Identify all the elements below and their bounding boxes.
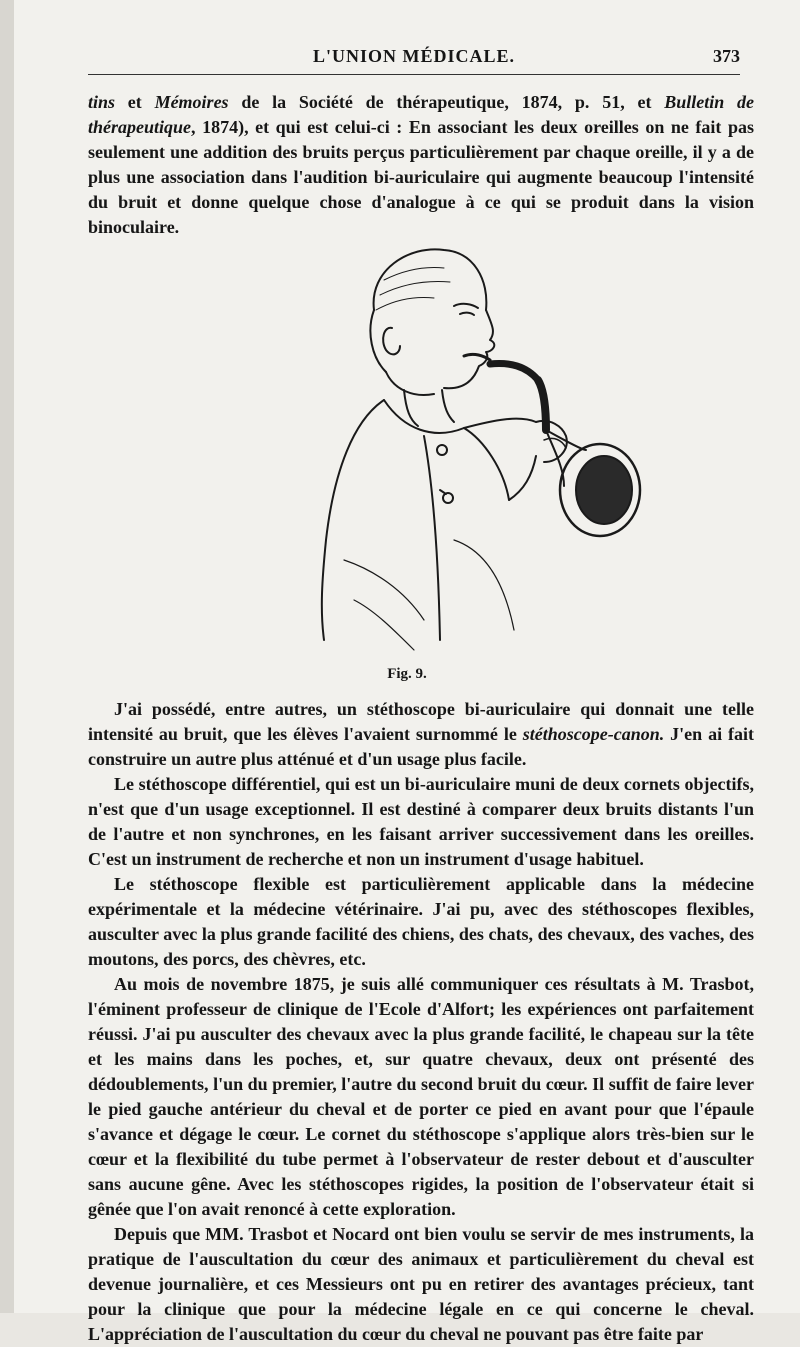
text-run: , 1874), et qui est celui-ci : En associant les deux oreilles on ne fait pas seulement une addition des bruits perçus particulièrement par chaque oreille, il y a de plus une association dans l'audition bi-auriculaire qui augmente beaucoup l'intensité du bruit et donne quelque chose d'analogue à ce qui se produit dans la vision binoculaire. <box>88 117 754 237</box>
figure-caption: Fig. 9. <box>387 666 427 682</box>
text-italic: Mémoires <box>154 92 229 112</box>
text-italic: stéthoscope-canon. <box>522 724 665 744</box>
paragraph-stethoscope-canon <box>88 697 754 772</box>
text-italic: tins <box>88 92 116 112</box>
paragraph-differential: Le stéthoscope différentiel, qui est un bi-auriculaire muni de deux cornets objectifs, n'est que d'un usage exceptionnel. Il est destiné à comparer deux bruits distants l'un de l'autre et non synchrones, en les faisant arriver successivement dans les oreilles. C'est un instrument de recherche et non un instrument d'usage habituel. <box>88 774 754 869</box>
journal-title: L'UNION MÉDICALE. <box>312 46 516 66</box>
page-number: 373 <box>713 46 740 66</box>
text-run: J'ai possédé, entre autres, un stéthoscope bi-auriculaire qui donnait une telle intensité au bruit, que les élèves l'avaient surnommé le <box>88 699 754 744</box>
body-text <box>88 697 754 1347</box>
paragraph-trasbot-nocard: Depuis que MM. Trasbot et Nocard ont bien voulu se servir de mes instruments, la pratique de l'auscultation du cœur des animaux et particulièrement du cheval est devenue journalière, et ces Messieurs ont pu en retirer des avantages précieux, tant pour la clinique que pour la médecine légale en ce qui concerne le cheval. L'appréciation de l'auscultation du cœur du cheval ne pouvant pas être faite par <box>88 1224 754 1344</box>
figure-stethoscope-illustration <box>314 240 654 670</box>
text-run: et <box>115 92 155 112</box>
text-run: J'en ai fait construire un autre plus atténué et d'un usage plus facile. <box>88 724 754 769</box>
text-italic: Bulletin de thérapeutique <box>88 92 755 137</box>
paragraph-flexible: Le stéthoscope flexible est particulièrement applicable dans la médecine expérimentale et la médecine vétérinaire. J'ai pu, avec des stéthoscopes flexibles, ausculter avec la plus grande facilité des chiens, des chats, des chevaux, des vaches, des moutons, des porcs, des chèvres, etc. <box>88 874 754 969</box>
text-run: de la Société de thérapeutique, 1874, p. 51, et <box>228 92 665 112</box>
engraving-man-with-stethoscope <box>314 240 654 670</box>
paragraph-alfort: Au mois de novembre 1875, je suis allé communiquer ces résultats à M. Trasbot, l'éminent professeur de clinique de l'Ecole d'Alfort; les expériences ont parfaitement réussi. J'ai pu ausculter des chevaux avec la plus grande facilité, le chapeau sur la tête et les mains dans les poches, et, sur quatre chevaux, deux ont présenté des dédoublements, l'un du premier, l'autre du second bruit du cœur. Il suffit de faire lever le pied gauche antérieur du cheval et de porter ce pied en avant pour que l'épaule s'avance et dégage le cœur. Le cornet du stéthoscope s'applique alors très-bien sur le cœur et la flexibilité du tube permet à l'observateur de rester debout et d'ausculter sans aucune gêne. Avec les stéthoscopes rigides, la position de l'observateur était si gênée que l'on avait renoncé à cette exploration. <box>88 974 754 1219</box>
running-header <box>88 44 740 75</box>
paragraph-intro <box>88 90 754 240</box>
